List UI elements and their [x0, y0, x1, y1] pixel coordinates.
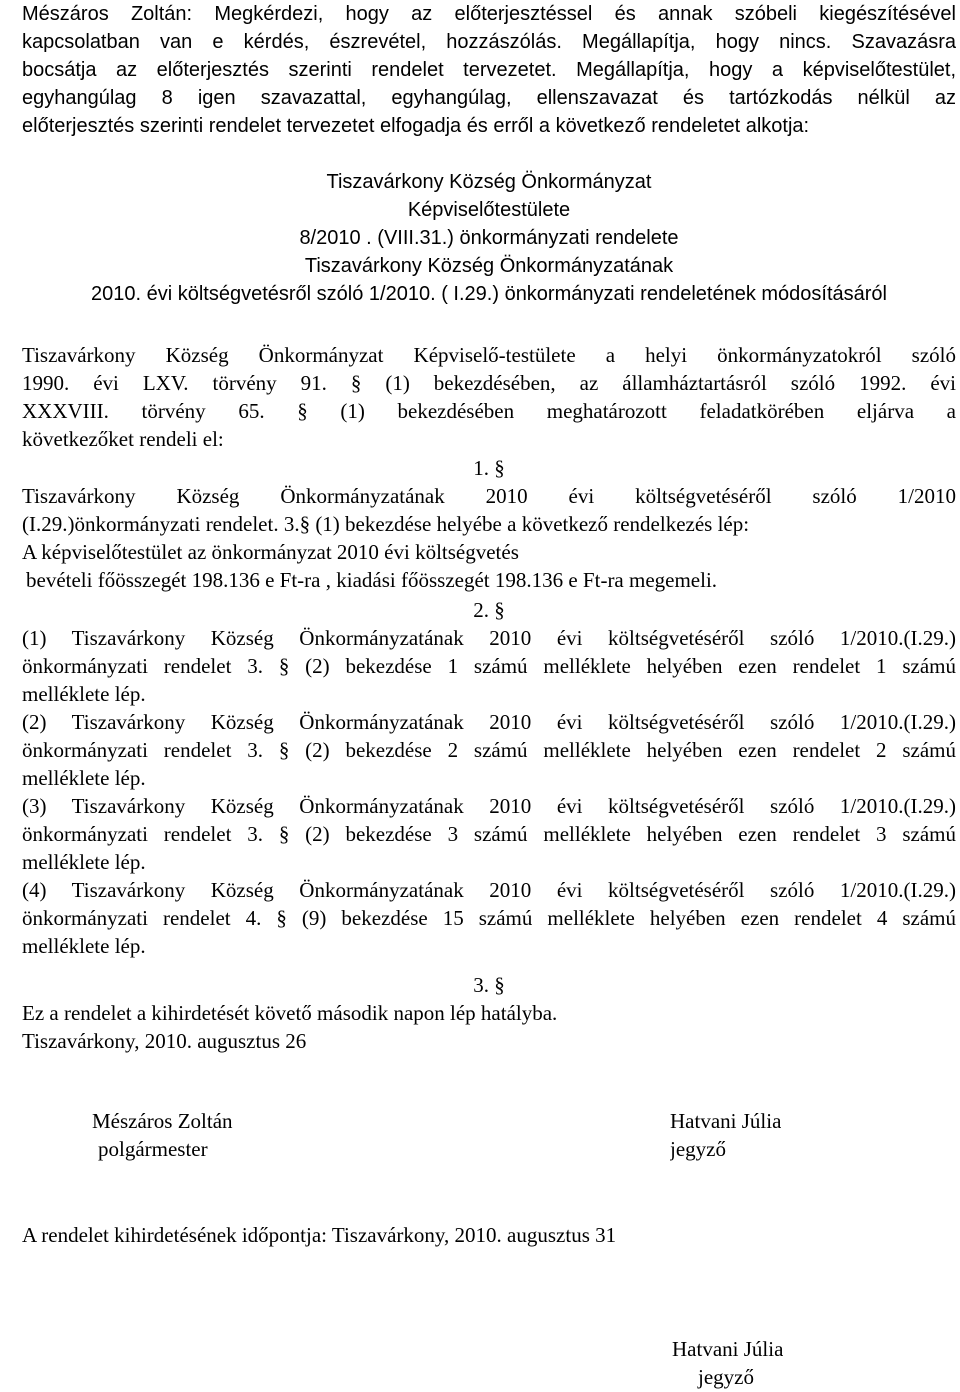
- section-number: 1. §: [473, 456, 505, 480]
- section-number: 3. §: [473, 973, 505, 997]
- place-date: Tiszavárkony, 2010. augusztus 26: [22, 1029, 307, 1053]
- mayor-title: polgármester: [98, 1137, 208, 1161]
- preamble-line: következőket rendeli el:: [22, 427, 224, 451]
- preamble-line: 1990. évi LXV. törvény 91. § (1) bekezdésében, az államháztartásról szóló 1992. évi: [22, 371, 956, 395]
- section-line: melléklete lép.: [22, 934, 146, 958]
- heading-authority: Tiszavárkony Község Önkormányzat: [326, 171, 652, 193]
- section-2: [22, 596, 956, 960]
- section-line: Ez a rendelet a kihirdetését követő második napon lép hatályba.: [22, 1001, 558, 1025]
- heading-subject: Tiszavárkony Község Önkormányzatának: [304, 255, 674, 277]
- heading-number: 8/2010 . (VIII.31.) önkormányzati rendelete: [299, 227, 679, 249]
- section-line: A képviselőtestület az önkormányzat 2010 évi költségvetés: [22, 540, 519, 564]
- section-3: [22, 971, 956, 1055]
- intro-paragraph: [22, 0, 956, 140]
- notary-name: Hatvani Júlia: [670, 1109, 782, 1133]
- section-number: 2. §: [473, 598, 505, 622]
- preamble-paragraph: [22, 341, 956, 453]
- notary-signature: [670, 1107, 781, 1163]
- section-line: (2) Tiszavárkony Község Önkormányzatának 2010 évi költségvetéséről szóló 1/2010.(I.29.): [22, 710, 956, 734]
- section-line: bevételi főösszegét 198.136 e Ft-ra , kiadási főösszegét 198.136 e Ft-ra megemeli.: [26, 568, 718, 592]
- final-notary-signature: [672, 1335, 783, 1391]
- intro-line: egyhangúlag 8 igen szavazattal, egyhangúlag, ellenszavazat és tartózkodás nélkül az: [22, 87, 956, 109]
- section-line: önkormányzati rendelet 4. § (9) bekezdése 15 számú melléklete helyében ezen rendelet 4 számú: [22, 906, 956, 930]
- notary-title: jegyző: [670, 1137, 726, 1161]
- section-line: (I.29.)önkormányzati rendelet. 3.§ (1) bekezdése helyébe a következő rendelkezés lép:: [22, 512, 750, 536]
- intro-line: Mészáros Zoltán: Megkérdezi, hogy az előterjesztéssel és annak szóbeli kiegészítésével: [22, 3, 956, 25]
- promulgation-note: [22, 1221, 956, 1249]
- section-line: önkormányzati rendelet 3. § (2) bekezdése 1 számú melléklete helyében ezen rendelet 1 számú: [22, 654, 956, 678]
- intro-line: kapcsolatban van e kérdés, észrevétel, hozzászólás. Megállapítja, hogy nincs. Szavazásra: [22, 31, 956, 53]
- preamble-line: XXXVIII. törvény 65. § (1) bekezdésében meghatározott feladatkörében eljárva a: [22, 399, 956, 423]
- section-line: önkormányzati rendelet 3. § (2) bekezdése 3 számú melléklete helyében ezen rendelet 3 számú: [22, 822, 956, 846]
- section-line: (3) Tiszavárkony Község Önkormányzatának 2010 évi költségvetéséről szóló 1/2010.(I.29.): [22, 794, 956, 818]
- mayor-signature: [92, 1107, 233, 1163]
- final-notary-title: jegyző: [698, 1365, 754, 1389]
- section-line: melléklete lép.: [22, 850, 146, 874]
- final-notary-name: Hatvani Júlia: [672, 1337, 784, 1361]
- section-1: [22, 454, 956, 594]
- promulgation-line: A rendelet kihirdetésének időpontja: Tiszavárkony, 2010. augusztus 31: [22, 1223, 617, 1247]
- section-line: Tiszavárkony Község Önkormányzatának 2010 évi költségvetéséről szóló 1/2010: [22, 484, 956, 508]
- section-line: melléklete lép.: [22, 682, 146, 706]
- regulation-heading: [22, 168, 956, 308]
- section-line: önkormányzati rendelet 3. § (2) bekezdése 2 számú melléklete helyében ezen rendelet 2 számú: [22, 738, 956, 762]
- preamble-line: Tiszavárkony Község Önkormányzat Képviselő-testülete a helyi önkormányzatokról szóló: [22, 343, 956, 367]
- section-line: (4) Tiszavárkony Község Önkormányzatának 2010 évi költségvetéséről szóló 1/2010.(I.29.): [22, 878, 956, 902]
- mayor-name: Mészáros Zoltán: [92, 1109, 233, 1133]
- intro-line: előterjesztés szerinti rendelet tervezetet elfogadja és erről a következő rendeletet alkotja:: [22, 115, 810, 137]
- section-line: (1) Tiszavárkony Község Önkormányzatának 2010 évi költségvetéséről szóló 1/2010.(I.29.): [22, 626, 956, 650]
- heading-body: Képviselőtestülete: [407, 199, 571, 221]
- section-line: melléklete lép.: [22, 766, 146, 790]
- heading-title: 2010. évi költségvetésről szóló 1/2010. ( I.29.) önkormányzati rendeletének módosításáról: [91, 283, 887, 305]
- intro-line: bocsátja az előterjesztés szerinti rendelet tervezetet. Megállapítja, hogy a képviselőtestület,: [22, 59, 956, 81]
